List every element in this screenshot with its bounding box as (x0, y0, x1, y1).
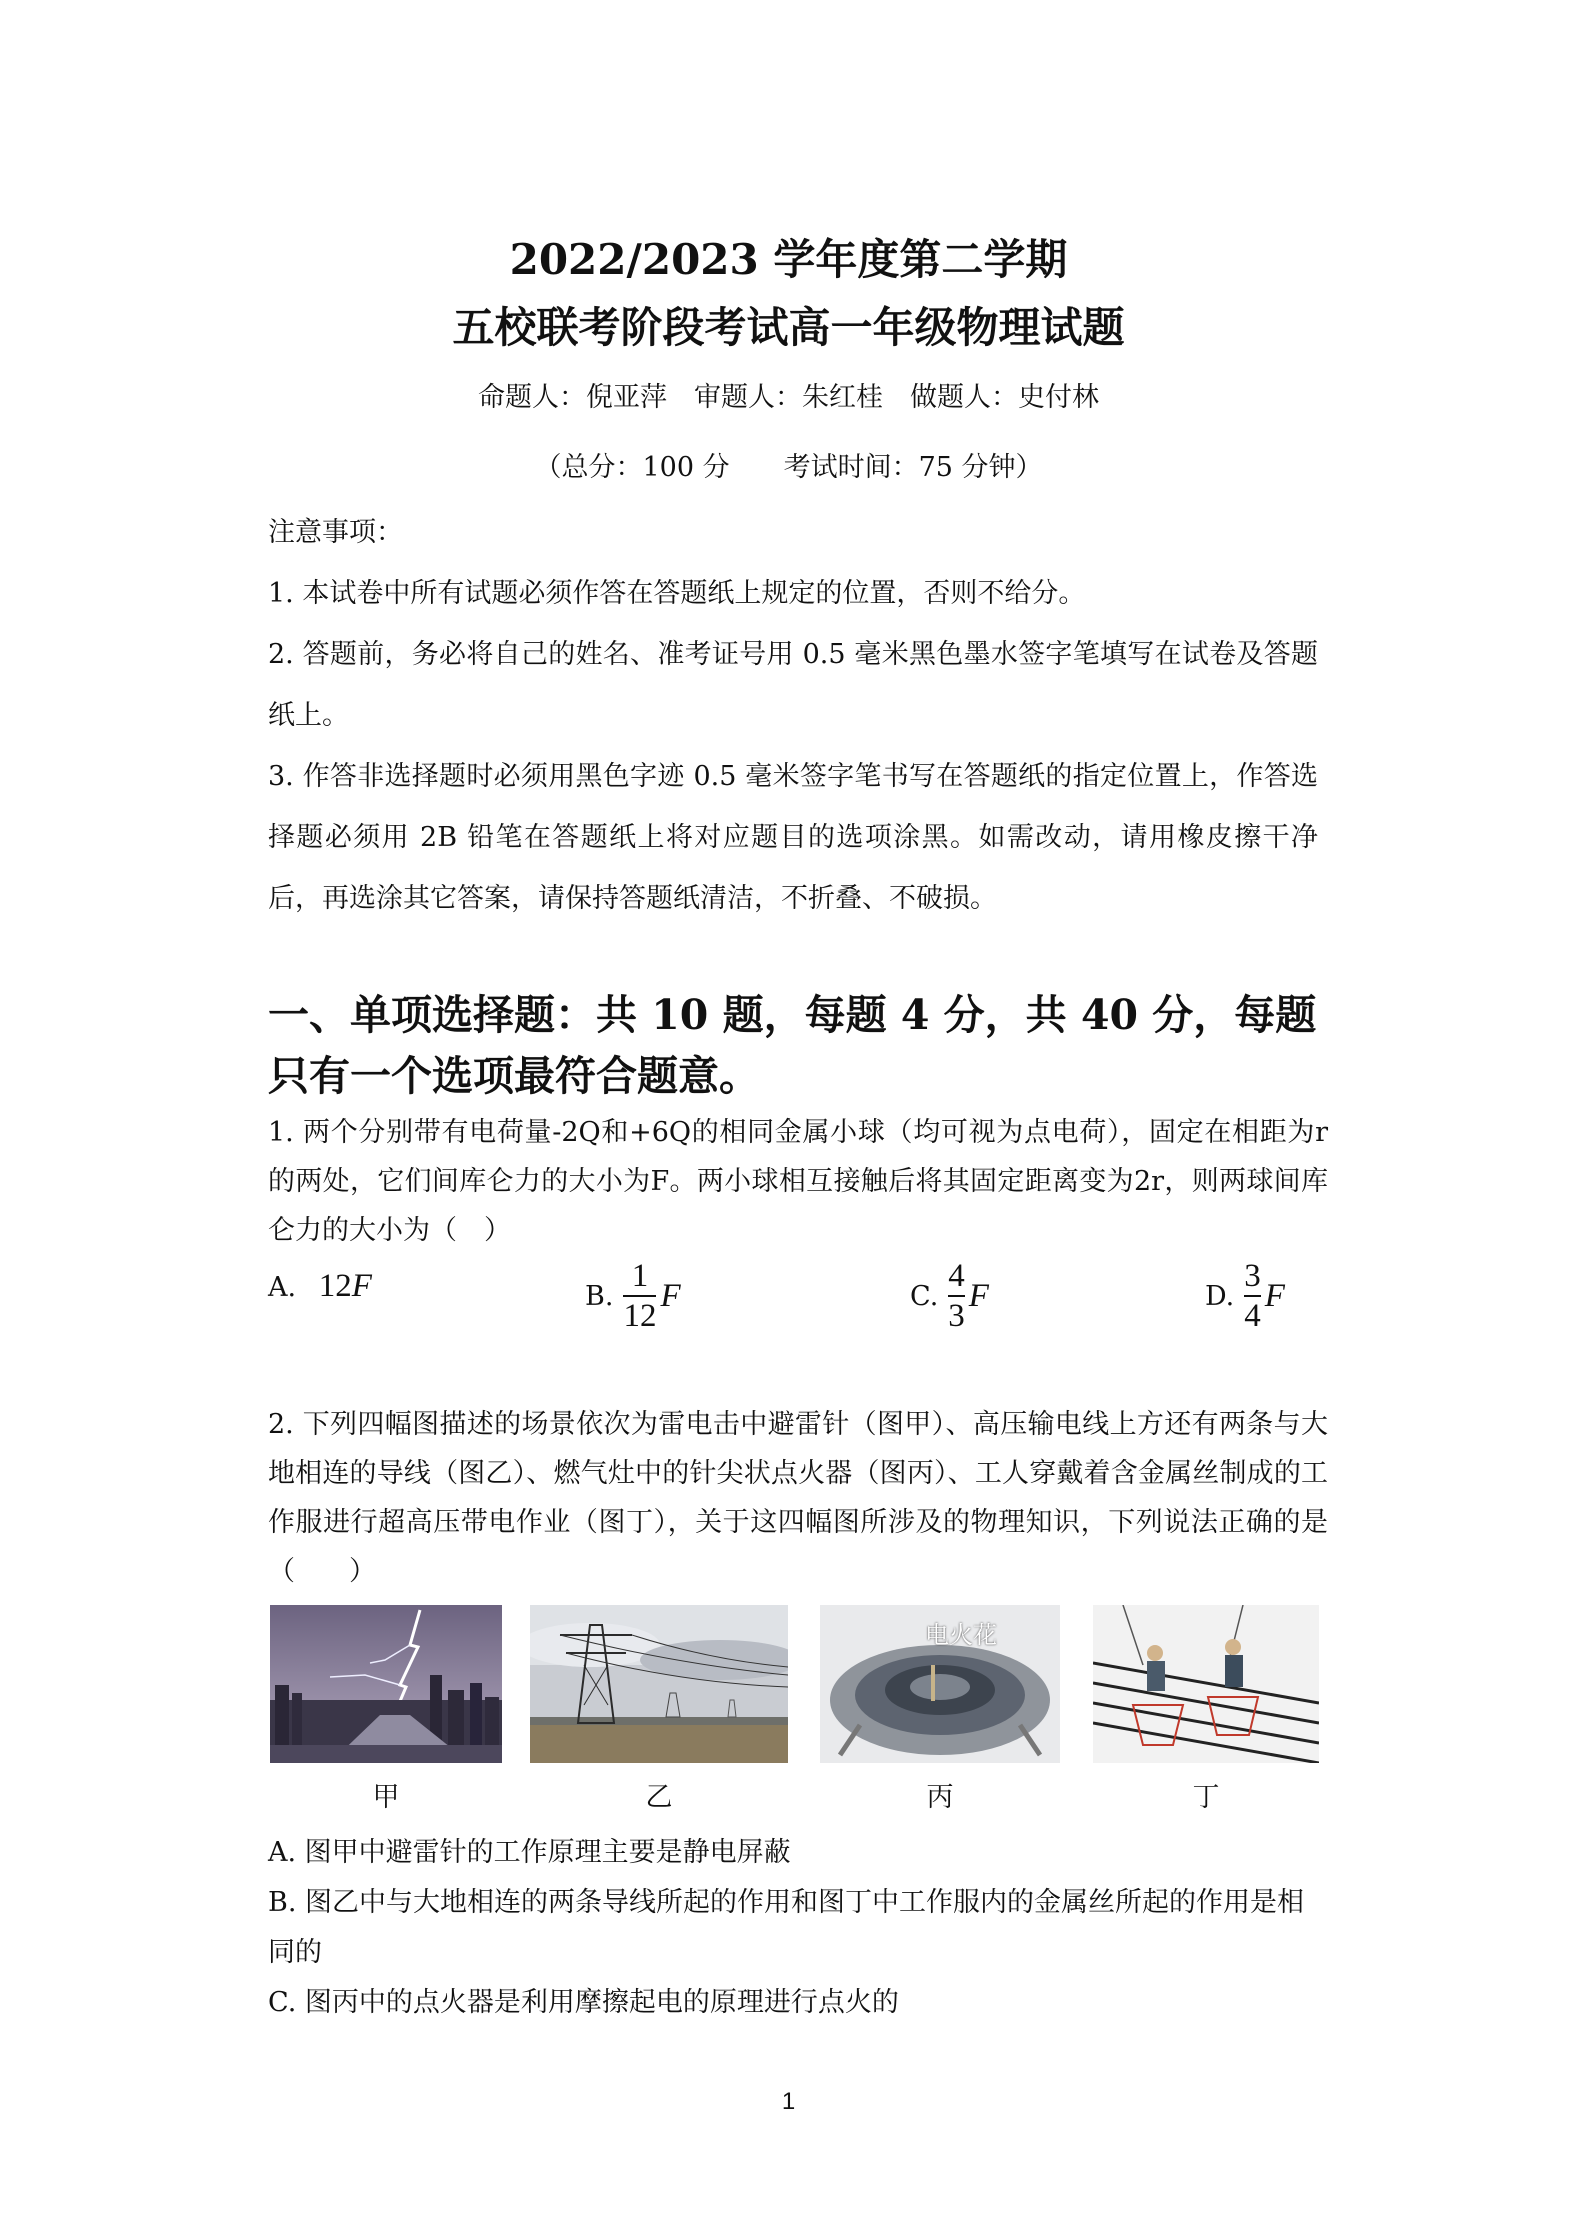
q1-option-c-var: F (968, 1277, 989, 1314)
caption-bing: 丙 (926, 1782, 954, 1813)
q2-option-c: C. 图丙中的点火器是利用摩擦起电的原理进行点火的 (268, 1987, 899, 2018)
q1-option-c-fraction (948, 1258, 965, 1334)
q1-option-d (1205, 1258, 1285, 1334)
q2-option-a: A. 图甲中避雷针的工作原理主要是静电屏蔽 (268, 1837, 791, 1868)
score-time-line: （总分：100 分 考试时间：75 分钟） (534, 452, 1043, 483)
figure-spark-label: 电火花 (925, 1621, 997, 1649)
question-1-text: 1. 两个分别带有电荷量-2Q和+6Q的相同金属小球（均可视为点电荷），固定在相距为r的两处，它们间库仑力的大小为F。两小球相互接触后将其固定距离变为2r，则两球间库仑力的大小为（ ） (268, 1117, 1328, 1246)
q1-option-d-var: F (1264, 1277, 1285, 1314)
q1-option-b-denominator: 12 (623, 1298, 657, 1334)
q1-option-b-var: F (660, 1277, 681, 1314)
q1-option-d-label: D. (1205, 1280, 1235, 1312)
notes-item-1: 1. 本试卷中所有试题必须作答在答题纸上规定的位置，否则不给分。 (268, 578, 1086, 609)
caption-ding: 丁 (1192, 1782, 1220, 1813)
q1-option-a-var: F (351, 1268, 372, 1304)
title-line-2: 五校联考阶段考试高一年级物理试题 (452, 303, 1125, 352)
notes-block (268, 502, 1318, 929)
caption-jia: 甲 (372, 1782, 400, 1813)
page-number: 1 (781, 2088, 796, 2115)
section-heading: 一、单项选择题：共 10 题，每题 4 分，共 40 分，每题只有一个选项最符合题意。 (268, 991, 1317, 1100)
notes-item-3: 3. 作答非选择题时必须用黑色字迹 0.5 毫米签字笔书写在答题纸的指定位置上，作答选择题必须用 2B 铅笔在答题纸上将对应题目的选项涂黑。如需改动，请用橡皮擦干净后，再选涂其它答案，请保持答题纸清洁，不折叠、不破损。 (268, 761, 1318, 914)
q1-option-b-fraction (623, 1258, 656, 1334)
q1-option-c-denominator: 3 (948, 1298, 965, 1334)
q1-option-a-label: A. (268, 1272, 297, 1303)
q1-option-b (585, 1258, 681, 1334)
notes-item-2: 2. 答题前，务必将自己的姓名、准考证号用 0.5 毫米黑色墨水签字笔填写在试卷及答题纸上。 (268, 639, 1318, 731)
figure-live-line-workers (1093, 1605, 1319, 1763)
q1-option-d-numerator: 3 (1244, 1258, 1261, 1294)
notes-heading: 注意事项： (268, 517, 403, 548)
q1-option-c-label: C. (910, 1280, 939, 1312)
q1-option-b-label: B. (585, 1280, 614, 1312)
question-2-text: 2. 下列四幅图描述的场景依次为雷电击中避雷针（图甲）、高压输电线上方还有两条与大地相连的导线（图乙）、燃气灶中的针尖状点火器（图丙）、工人穿戴着含金属丝制成的工作服进行超高压带电作业（图丁），关于这四幅图所涉及的物理知识，下列说法正确的是（ ） (268, 1409, 1328, 1587)
q2-option-b: B. 图乙中与大地相连的两条导线所起的作用和图丁中工作服内的金属丝所起的作用是相同的 (268, 1887, 1305, 1968)
question-1 (268, 1108, 1328, 1255)
q1-option-a (268, 1268, 372, 1305)
figure-lightning (270, 1605, 502, 1763)
authors-line: 命题人：倪亚萍 审题人：朱红桂 做题人：史付林 (478, 382, 1099, 413)
q1-option-c (910, 1258, 989, 1334)
caption-yi: 乙 (645, 1782, 673, 1813)
figure-power-lines (530, 1605, 788, 1763)
q1-option-d-fraction (1244, 1258, 1261, 1334)
question-2 (268, 1400, 1328, 1596)
q1-option-c-numerator: 4 (948, 1258, 965, 1294)
q1-option-b-numerator: 1 (631, 1258, 649, 1294)
title-line-1: 2022/2023 学年度第二学期 (509, 235, 1068, 284)
q1-option-d-denominator: 4 (1244, 1298, 1261, 1334)
figure-gas-stove (820, 1605, 1060, 1763)
q2-options (268, 1828, 1328, 2028)
q1-option-a-number: 12 (318, 1268, 352, 1304)
